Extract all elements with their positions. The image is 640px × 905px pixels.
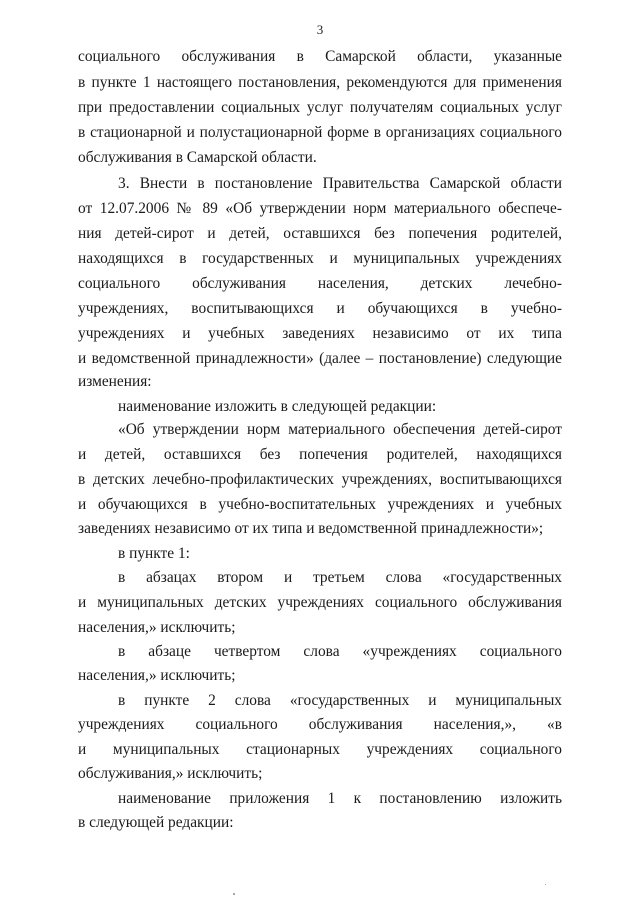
text-line: в пункте 1: — [118, 545, 190, 562]
text-line: в пункте 1 настоящего постановления, рекомендуются для применения — [78, 74, 562, 91]
text-line: и обучающихся в учебно-воспитательных учреждениях и учебных — [78, 496, 562, 513]
text-line: учреждениях, воспитывающихся и обучающихся в учебно- — [78, 300, 562, 317]
text-line: населения,» исключить; — [78, 619, 236, 636]
text-line: «Об утверждении норм материального обеспечения детей-сирот — [118, 421, 562, 438]
text-line: социального обслуживания в Самарской области, указанные — [78, 48, 562, 65]
text-line: 3. Внести в постановление Правительства Самарской области — [118, 175, 562, 192]
text-line: в абзацах втором и третьем слова «государственных — [118, 569, 562, 586]
text-line: учреждениях и учебных заведениях независимо от их типа — [78, 325, 562, 342]
text-line: ния детей-сирот и детей, оставшихся без попечения родителей, — [78, 225, 562, 242]
text-line: обслуживания,» исключить; — [78, 765, 263, 782]
text-line: обслуживания в Самарской области. — [78, 149, 317, 166]
text-line: от 12.07.2006 № 89 «Об утверждении норм материального обеспече- — [78, 200, 562, 217]
text-line: находящихся в государственных и муниципальных учреждениях — [78, 250, 562, 267]
text-line: заведениях независимо от их типа и ведомственной принадлежности»; — [78, 520, 544, 537]
text-line: в следующей редакции: — [78, 814, 234, 831]
text-line: изменения: — [78, 373, 152, 390]
text-line: наименование приложения 1 к постановлению изложить — [118, 790, 562, 807]
text-line: в стационарной и полустационарной форме в организациях социального — [78, 124, 562, 141]
text-line: в абзаце четвертом слова «учреждениях социального — [118, 643, 562, 660]
text-line: и ведомственной принадлежности» (далее – постановление) следующие — [78, 350, 562, 367]
text-line: учреждениях социального обслуживания населения,», «в — [78, 716, 562, 733]
text-line: и детей, оставшихся без попечения родителей, находящихся — [78, 446, 562, 463]
text-line: социального обслуживания населения, детских лечебно- — [78, 275, 562, 292]
text-line: и муниципальных детских учреждениях социального обслуживания — [78, 594, 562, 611]
text-line: наименование изложить в следующей редакции: — [118, 398, 437, 415]
scan-speck — [233, 893, 235, 895]
text-line: при предоставлении социальных услуг получателям социальных услуг — [78, 99, 562, 116]
text-line: населения,» исключить; — [78, 667, 236, 684]
page-number: 3 — [316, 22, 324, 37]
text-line: в детских лечебно-профилактических учреждениях, воспитывающихся — [78, 471, 562, 488]
text-line: в пункте 2 слова «государственных и муниципальных — [118, 692, 562, 709]
text-line: и муниципальных стационарных учреждениях социального — [78, 741, 562, 758]
scan-speck — [545, 884, 546, 885]
